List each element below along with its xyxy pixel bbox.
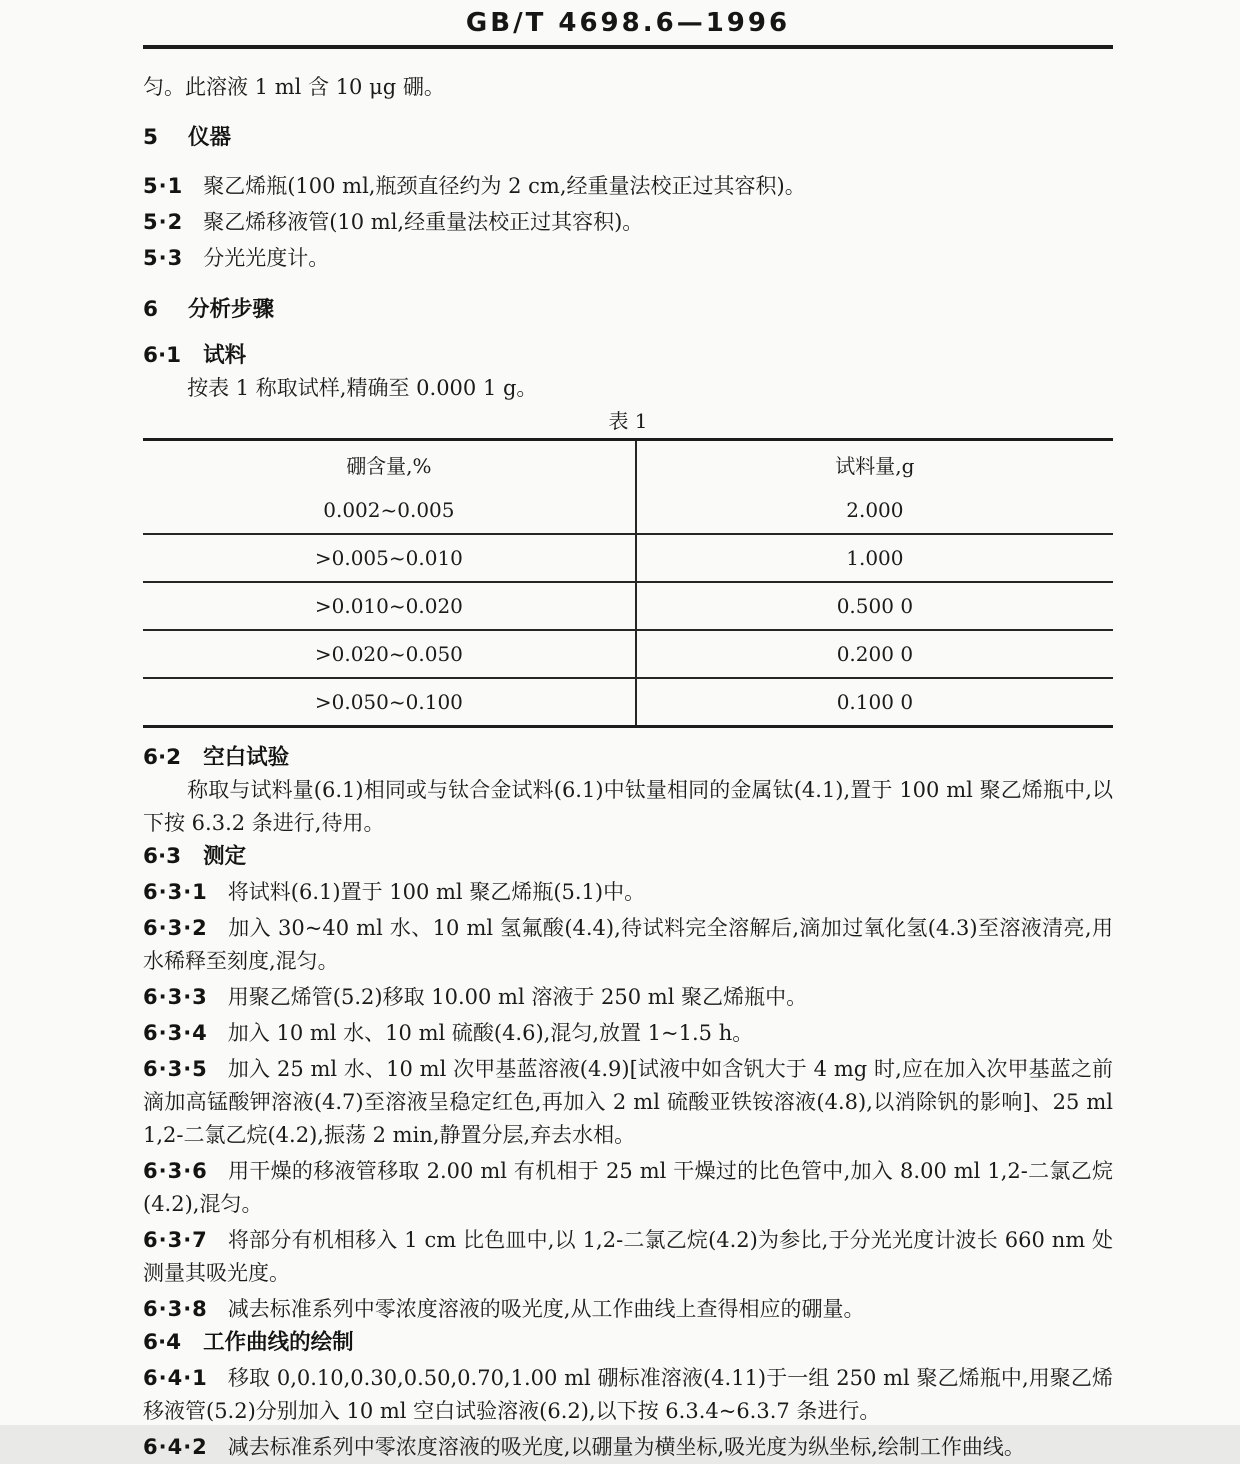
- clause-5-3-number: 5·3: [143, 246, 184, 270]
- clause-6-3-5-text: 加入 25 ml 水、10 ml 次甲基蓝溶液(4.9)[试液中如含钒大于 4 mg 时,应在加入次甲基蓝之前滴加高锰酸钾溶液(4.7)至溶液呈稳定红色,再加入 2 ml 硫酸亚铁铵溶液(4.8),以消除钒的影响]、25 ml 1,2-二氯乙烷(4.2),振荡 2 min,静置分层,弃去水相。: [143, 1057, 1113, 1147]
- section-6-1-number: 6·1: [143, 343, 182, 368]
- clause-6-3-3-number: 6·3·3: [143, 985, 208, 1009]
- table-cell: 0.500 0: [836, 594, 914, 618]
- table-row: [143, 487, 1113, 534]
- section-6-4-heading: [143, 1326, 1113, 1359]
- clause-6-3-1-number: 6·3·1: [143, 880, 208, 904]
- section-6-2-number: 6·2: [143, 745, 182, 770]
- table-cell: >0.050~0.100: [143, 678, 636, 727]
- table-header-row: [143, 440, 1113, 488]
- clause-5-2-text: 聚乙烯移液管(10 ml,经重量法校正过其容积)。: [203, 210, 644, 234]
- section-5-number: 5: [143, 125, 158, 150]
- section-6-1-title: 试料: [203, 343, 247, 368]
- clause-6-4-2: [143, 1431, 1113, 1464]
- table-cell: 0.100 0: [836, 690, 914, 714]
- clause-6-3-4-number: 6·3·4: [143, 1021, 208, 1045]
- clause-6-3-1: [143, 876, 1113, 909]
- clause-6-4-2-number: 6·4·2: [143, 1435, 208, 1459]
- clause-6-3-8-text: 减去标准系列中零浓度溶液的吸光度,从工作曲线上查得相应的硼量。: [227, 1297, 865, 1321]
- clause-6-3-5-number: 6·3·5: [143, 1057, 208, 1081]
- section-5-clauses: [143, 168, 1113, 276]
- table-cell: >0.005~0.010: [143, 534, 636, 582]
- clause-6-3-7: [143, 1224, 1113, 1290]
- table-header-boron-content: 硼含量,%: [143, 440, 636, 488]
- clause-5-1: [143, 168, 1113, 204]
- table-cell: 1.000: [846, 546, 904, 570]
- section-6-3-number: 6·3: [143, 844, 182, 869]
- clause-6-4-1-text: 移取 0,0.10,0.30,0.50,0.70,1.00 ml 硼标准溶液(4.11)于一组 250 ml 聚乙烯瓶中,用聚乙烯移液管(5.2)分别加入 10 ml 空白试验溶液(6.2),以下按 6.3.4~6.3.7 条进行。: [143, 1366, 1113, 1423]
- clause-6-2-paragraph: 称取与试料量(6.1)相同或与钛合金试料(6.1)中钛量相同的金属钛(4.1),置于 100 ml 聚乙烯瓶中,以下按 6.3.2 条进行,待用。: [143, 778, 1113, 835]
- clause-6-1-paragraph: 按表 1 称取试样,精确至 0.000 1 g。: [187, 376, 538, 400]
- lead-paragraph: 匀。此溶液 1 ml 含 10 μg 硼。: [143, 75, 445, 99]
- section-6-number: 6: [143, 297, 158, 322]
- table-1-caption: 表 1: [608, 409, 648, 433]
- standard-number: GB/T 4698.6—1996: [465, 8, 791, 38]
- clause-5-2-number: 5·2: [143, 210, 184, 234]
- clause-6-3-1-text: 将试料(6.1)置于 100 ml 聚乙烯瓶(5.1)中。: [227, 880, 646, 904]
- section-6-4-number: 6·4: [143, 1330, 182, 1355]
- clause-6-3-6: [143, 1155, 1113, 1221]
- section-6-heading: [143, 293, 1113, 326]
- clause-6-3-7-text: 将部分有机相移入 1 cm 比色皿中,以 1,2-二氯乙烷(4.2)为参比,于分光光度计波长 660 nm 处测量其吸光度。: [143, 1228, 1113, 1285]
- section-6-3-heading: [143, 840, 1113, 873]
- clause-5-3: [143, 240, 1113, 276]
- clause-6-3-5: [143, 1053, 1113, 1152]
- section-6-3-title: 测定: [203, 844, 247, 869]
- clause-6-3-4-text: 加入 10 ml 水、10 ml 硫酸(4.6),混匀,放置 1~1.5 h。: [227, 1021, 754, 1045]
- clause-6-3-7-number: 6·3·7: [143, 1228, 208, 1252]
- section-5-heading: [143, 121, 1113, 154]
- clause-6-4-2-text: 减去标准系列中零浓度溶液的吸光度,以硼量为横坐标,吸光度为纵坐标,绘制工作曲线。: [227, 1435, 1025, 1459]
- section-6-2-heading: [143, 741, 1113, 774]
- clause-6-4-1-number: 6·4·1: [143, 1366, 208, 1390]
- table-row: [143, 678, 1113, 727]
- clause-6-3-6-number: 6·3·6: [143, 1159, 208, 1183]
- clause-6-4-1: [143, 1362, 1113, 1428]
- table-1: [143, 438, 1113, 728]
- clause-6-3-8-number: 6·3·8: [143, 1297, 208, 1321]
- table-cell: 0.200 0: [836, 642, 914, 666]
- clause-6-3-4: [143, 1017, 1113, 1050]
- clause-5-3-text: 分光光度计。: [203, 246, 330, 270]
- clause-6-3-2-text: 加入 30~40 ml 水、10 ml 氢氟酸(4.4),待试料完全溶解后,滴加过氧化氢(4.3)至溶液清亮,用水稀释至刻度,混匀。: [143, 916, 1113, 973]
- table-row: [143, 630, 1113, 678]
- clause-6-3-3: [143, 981, 1113, 1014]
- table-cell: 0.002~0.005: [143, 487, 636, 534]
- table-header-sample-mass: 试料量,g: [835, 453, 915, 478]
- section-6-title: 分析步骤: [187, 297, 274, 322]
- clause-5-2: [143, 204, 1113, 240]
- clause-6-3-6-text: 用干燥的移液管移取 2.00 ml 有机相于 25 ml 干燥过的比色管中,加入 8.00 ml 1,2-二氯乙烷(4.2),混匀。: [143, 1159, 1113, 1216]
- clause-6-3-3-text: 用聚乙烯管(5.2)移取 10.00 ml 溶液于 250 ml 聚乙烯瓶中。: [227, 985, 808, 1009]
- section-6-4-title: 工作曲线的绘制: [203, 1330, 354, 1355]
- table-row: [143, 534, 1113, 582]
- section-6-2-title: 空白试验: [203, 745, 290, 770]
- clause-6-3-2: [143, 912, 1113, 978]
- table-row: [143, 582, 1113, 630]
- clause-5-1-number: 5·1: [143, 174, 184, 198]
- clause-6-3-2-number: 6·3·2: [143, 916, 208, 940]
- table-cell: 2.000: [846, 498, 904, 522]
- table-cell: >0.020~0.050: [143, 630, 636, 678]
- clause-5-1-text: 聚乙烯瓶(100 ml,瓶颈直径约为 2 cm,经重量法校正过其容积)。: [203, 174, 806, 198]
- section-5-title: 仪器: [187, 125, 231, 150]
- table-cell: >0.010~0.020: [143, 582, 636, 630]
- section-6-1-heading: [143, 339, 1113, 372]
- clause-6-3-8: [143, 1293, 1113, 1326]
